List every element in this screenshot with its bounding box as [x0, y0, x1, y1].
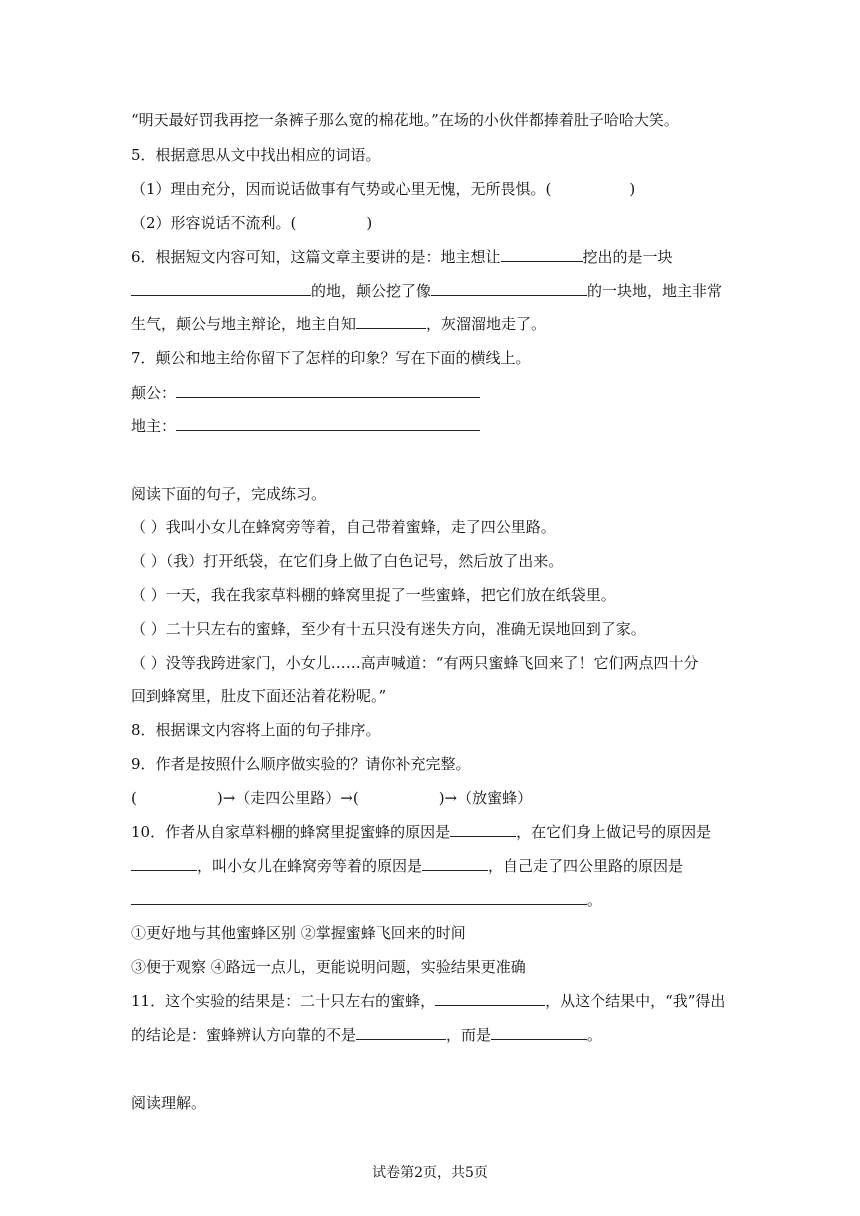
answer-blank[interactable] [422, 856, 488, 871]
text: )→（走四公里路）→( [216, 789, 359, 807]
text: 9．作者是按照什么顺序做实验的？请你补充完整。 [131, 755, 471, 773]
answer-blank[interactable] [356, 1025, 446, 1040]
question-7 [131, 348, 531, 368]
page-footer: 试卷第2页，共5页 [372, 1165, 488, 1181]
question-6-line-3 [131, 314, 546, 334]
answer-blank[interactable] [131, 890, 587, 905]
text: 生气，颠公与地主辩论，地主自知 [131, 315, 357, 333]
text: “明天最好罚我再挖一条裤子那么宽的棉花地。”在场的小伙伴都捧着肚子哈哈大笑。 [131, 111, 679, 129]
answer-blank[interactable] [501, 247, 583, 262]
text: 的结论是：蜜蜂辨认方向靠的不是 [131, 1026, 357, 1044]
text: 6．根据短文内容可知，这篇文章主要讲的是：地主想让 [131, 248, 501, 266]
question-10-line-2 [131, 856, 683, 876]
text: 7．颠公和地主给你留下了怎样的印象？写在下面的横线上。 [131, 349, 531, 367]
text: 地主： [131, 417, 177, 435]
text: )→（放蜜蜂） [438, 789, 533, 807]
answer-blank[interactable] [431, 281, 587, 296]
reading-heading [131, 484, 326, 504]
sentence-3 [131, 585, 616, 605]
text: 回到蜂窝里，肚皮下面还沾着花粉呢。” [131, 687, 387, 705]
question-7-b [131, 416, 480, 436]
options-line-2 [131, 957, 526, 977]
question-10-line-3 [131, 890, 602, 910]
text: ，自己走了四公里路的原因是 [488, 857, 684, 875]
text: ，灰溜溜地走了。 [426, 315, 547, 333]
text: （ ）（我）打开纸袋，在它们身上做了白色记号，然后放了出来。 [131, 552, 564, 570]
text: ，而是 [446, 1026, 492, 1044]
sentence-5 [131, 653, 698, 673]
text: ) [629, 180, 636, 198]
text: （ ）二十只左右的蜜蜂，至少有十五只没有迷失方向，准确无误地回到了家。 [131, 620, 646, 638]
text: 的地，颠公挖了像 [311, 282, 432, 300]
text: 。 [587, 1026, 603, 1044]
text: 挖出的是一块 [582, 248, 673, 266]
text: ，从这个结果中，“我”得出 [545, 992, 726, 1010]
text: ( [131, 789, 137, 807]
text: 的一块地，地主非常 [587, 282, 723, 300]
text: 。 [587, 891, 603, 909]
text: （ ）没等我跨进家门，小女儿……高声喊道：“有两只蜜蜂飞回来了！它们两点四十分 [131, 654, 699, 672]
question-7-a [131, 383, 480, 403]
text: 8．根据课文内容将上面的句子排序。 [131, 721, 381, 739]
answer-blank[interactable] [176, 383, 480, 398]
text: 10．作者从自家草料棚的蜂窝里捉蜜蜂的原因是 [131, 823, 451, 841]
question-9-flow [131, 788, 532, 808]
text: （ ）一天，我在我家草料棚的蜂窝里捉了一些蜜蜂，把它们放在纸袋里。 [131, 586, 616, 604]
question-5-1 [131, 179, 635, 199]
text: ，在它们身上做记号的原因是 [516, 823, 712, 841]
text: 颠公： [131, 384, 177, 402]
question-11-line-2 [131, 1025, 602, 1045]
text: ) [366, 214, 373, 232]
answer-blank[interactable] [491, 1025, 587, 1040]
sentence-2 [131, 551, 563, 571]
text: ③便于观察 ④路远一点儿，更能说明问题，实验结果更准确 [131, 958, 526, 976]
options-line-1 [131, 923, 466, 943]
text: 5．根据意思从文中找出相应的词语。 [131, 146, 381, 164]
question-10-line-1 [131, 822, 711, 842]
answer-blank[interactable] [176, 416, 480, 431]
text: 阅读理解。 [131, 1094, 207, 1112]
question-5-2 [131, 213, 372, 233]
text: （2）形容说话不流利。( [131, 214, 297, 232]
question-9 [131, 754, 471, 774]
answer-blank[interactable] [450, 822, 516, 837]
passage-end-line [131, 110, 679, 130]
answer-blank[interactable] [435, 991, 545, 1006]
sentence-5-cont [131, 686, 386, 706]
question-6-line-1 [131, 247, 673, 267]
question-5 [131, 145, 381, 165]
text: （ ）我叫小女儿在蜂窝旁等着，自己带着蜜蜂，走了四公里路。 [131, 518, 556, 536]
question-6-line-2 [131, 281, 722, 301]
text: ，叫小女儿在蜂窝旁等着的原因是 [197, 857, 423, 875]
question-8 [131, 720, 381, 740]
sentence-4 [131, 619, 646, 639]
answer-blank[interactable] [131, 856, 197, 871]
text: 11．这个实验的结果是：二十只左右的蜜蜂， [131, 992, 436, 1010]
text: ①更好地与其他蜜蜂区别 ②掌握蜜蜂飞回来的时间 [131, 924, 466, 942]
text: （1）理由充分，因而说话做事有气势或心里无愧，无所畏惧。( [131, 180, 552, 198]
sentence-1 [131, 517, 556, 537]
answer-blank[interactable] [131, 281, 311, 296]
question-11-line-1 [131, 991, 725, 1011]
text: 阅读下面的句子，完成练习。 [131, 485, 327, 503]
reading-heading-2 [131, 1093, 206, 1113]
answer-blank[interactable] [356, 314, 426, 329]
